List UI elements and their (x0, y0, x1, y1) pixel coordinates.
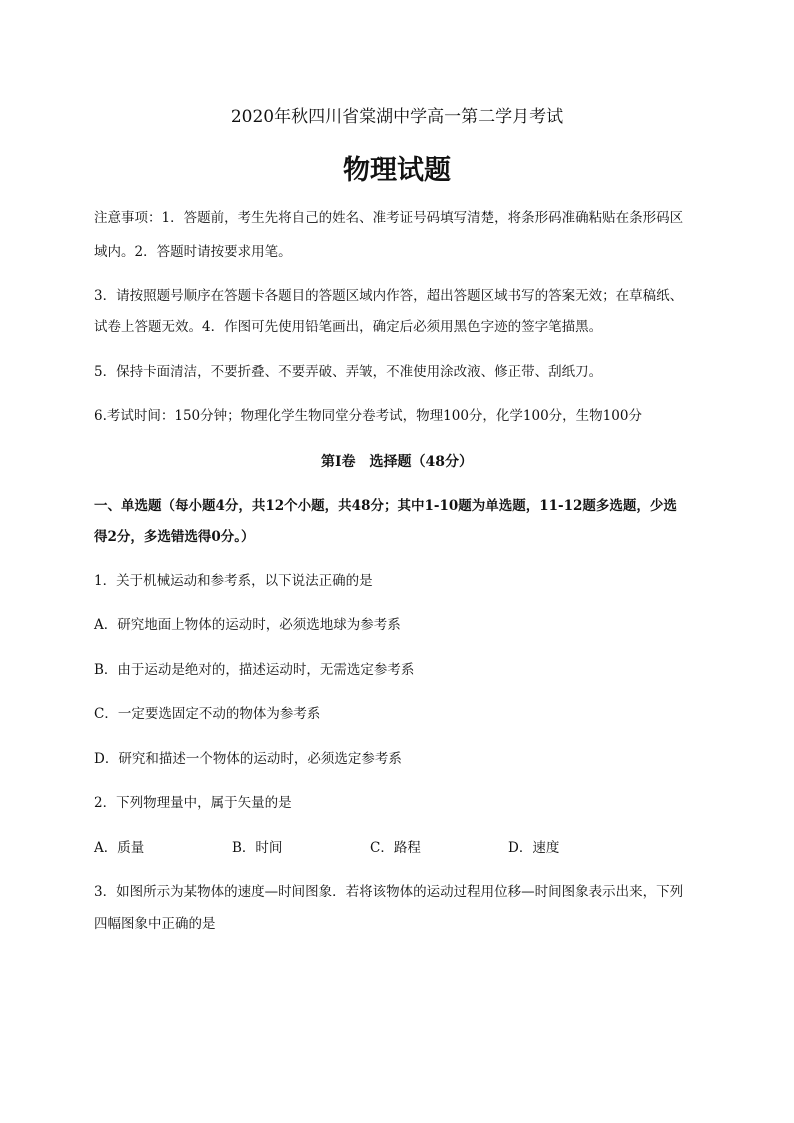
question-1-option-b: B．由于运动是绝对的，描述运动时，无需选定参考系 (94, 662, 415, 678)
question-2-option-a: A．质量 (94, 840, 145, 856)
question-1-option-c: C．一定要选固定不动的物体为参考系 (94, 706, 321, 722)
notes-line-2: 域内。2．答题时请按要求用笔。 (94, 244, 292, 260)
question-3-stem-line-1: 3．如图所示为某物体的速度—时间图象．若将该物体的运动过程用位移—时间图象表示出来，下列 (94, 884, 684, 900)
question-2-option-d: D．速度 (508, 840, 560, 856)
question-1-option-a: A．研究地面上物体的运动时，必须选地球为参考系 (94, 617, 401, 633)
question-2-stem: 2．下列物理量中，属于矢量的是 (94, 795, 292, 811)
notes-line-6: 6.考试时间：150分钟；物理化学生物同堂分卷考试，物理100分，化学100分，生物100分 (94, 408, 642, 424)
question-1-option-d: D．研究和描述一个物体的运动时，必须选定参考系 (94, 751, 402, 767)
exam-title: 2020年秋四川省棠湖中学高一第二学月考试 (230, 107, 564, 127)
part-heading-line-2: 得2分，多选错选得0分。） (94, 529, 255, 545)
part-heading-line-1: 一、单选题（每小题4分，共12个小题，共48分；其中1-10题为单选题，11-12题多选题，少选 (94, 498, 677, 514)
section-title: 第I卷 选择题（48分） (320, 454, 474, 470)
question-2-option-b: B．时间 (232, 840, 283, 856)
subject-title: 物理试题 (343, 155, 451, 186)
question-2-options (94, 838, 714, 858)
question-3-stem-line-2: 四幅图象中正确的是 (94, 916, 216, 932)
notes-line-1: 注意事项：1．答题前，考生先将自己的姓名、准考证号码填写清楚，将条形码准确粘贴在条形码区 (94, 210, 684, 226)
notes-line-5: 5．保持卡面清洁，不要折叠、不要弄破、弄皱，不准使用涂改液、修正带、刮纸刀。 (94, 364, 603, 380)
question-2-option-c: C．路程 (370, 840, 421, 856)
notes-line-4: 试卷上答题无效。4．作图可先使用铅笔画出，确定后必须用黑色字迹的签字笔描黑。 (94, 319, 603, 335)
question-1-stem: 1．关于机械运动和参考系，以下说法正确的是 (94, 573, 373, 589)
notes-line-3: 3．请按照题号顺序在答题卡各题目的答题区域内作答，超出答题区域书写的答案无效；在草稿纸、 (94, 288, 684, 304)
